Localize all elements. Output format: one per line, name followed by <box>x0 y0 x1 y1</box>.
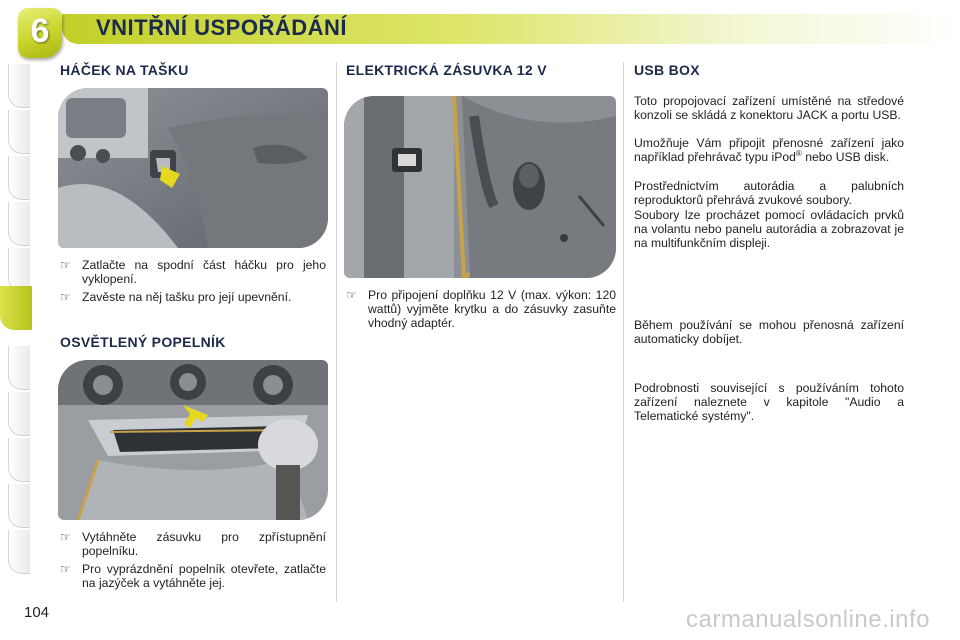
pointing-hand-icon: ☞ <box>60 562 71 576</box>
chapter-tabs <box>0 64 32 578</box>
pointing-hand-icon: ☞ <box>346 288 357 302</box>
instruction-text: Zatlačte na spodní část háčku pro jeho vyklopení. <box>82 258 326 286</box>
chapter-tab[interactable] <box>8 64 30 108</box>
usb-text: nebo USB disk. <box>801 150 890 164</box>
list-item <box>60 530 326 558</box>
chapter-tab[interactable] <box>8 202 30 246</box>
list-item <box>346 288 616 330</box>
chapter-tab[interactable] <box>8 156 30 200</box>
ashtray-photo <box>58 360 328 520</box>
chapter-tab[interactable] <box>8 346 30 390</box>
instruction-text: Zavěste na něj tašku pro její upevnění. <box>82 290 292 304</box>
socket-section-title: ELEKTRICKÁ ZÁSUVKA 12 V <box>346 62 547 78</box>
usb-section-title: USB BOX <box>634 62 700 78</box>
usb-paragraph <box>634 136 904 164</box>
pointing-hand-icon: ☞ <box>60 258 71 272</box>
usb-paragraph: Během používání se mohou přenosná zařízení automaticky dobíjet. <box>634 318 904 346</box>
hook-photo <box>58 88 328 248</box>
usb-paragraph: Prostřednictvím autorádia a palubních reproduktorů přehrává zvukové soubory. <box>634 179 904 207</box>
pointing-hand-icon: ☞ <box>60 530 71 544</box>
chapter-tab[interactable] <box>8 438 30 482</box>
ashtray-instructions <box>60 530 326 594</box>
usb-paragraph: Toto propojovací zařízení umístěné na středové konzoli se skládá z konektoru JACK a portu USB. <box>634 94 904 122</box>
hook-section-title: HÁČEK NA TAŠKU <box>60 62 189 78</box>
pointing-hand-icon: ☞ <box>60 290 71 304</box>
usb-paragraph: Soubory lze procházet pomocí ovládacích prvků na volantu nebo panelu autorádia a zobrazovat je na multifunkčním displeji. <box>634 208 904 250</box>
page-title: VNITŘNÍ USPOŘÁDÁNÍ <box>96 15 348 40</box>
list-item <box>60 290 326 304</box>
chapter-number: 6 <box>30 12 50 50</box>
chapter-badge <box>18 8 62 58</box>
chapter-tab[interactable] <box>8 110 30 154</box>
chapter-tab[interactable] <box>8 530 30 574</box>
column-divider <box>336 62 337 602</box>
chapter-tab[interactable] <box>8 392 30 436</box>
instruction-text: Pro vyprázdnění popelník otevřete, zatlačte na jazýček a vytáhněte jej. <box>82 562 326 590</box>
instruction-text: Pro připojení doplňku 12 V (max. výkon: 120 wattů) vyjměte krytku a do zásuvky zasuňte vhodný adaptér. <box>368 288 616 330</box>
list-item <box>60 258 326 286</box>
chapter-tab[interactable] <box>8 484 30 528</box>
hook-instructions <box>60 258 326 308</box>
socket-photo <box>344 96 616 278</box>
registered-mark: ® <box>795 148 802 158</box>
usb-paragraph: Podrobnosti související s používáním tohoto zařízení naleznete v kapitole "Audio a Telematické systémy". <box>634 381 904 423</box>
instruction-text: Vytáhněte zásuvku pro zpřístupnění popelníku. <box>82 530 326 558</box>
chapter-tab-active[interactable] <box>0 286 32 330</box>
watermark: carmanualsonline.info <box>686 606 930 633</box>
ashtray-section-title: OSVĚTLENÝ POPELNÍK <box>60 334 226 350</box>
socket-instructions <box>346 288 616 334</box>
list-item <box>60 562 326 590</box>
column-divider <box>623 62 624 602</box>
page-number: 104 <box>24 604 50 621</box>
usb-text: Umožňuje Vám připojit přenosné zařízení jako například přehrávač typu iPod <box>634 136 904 164</box>
